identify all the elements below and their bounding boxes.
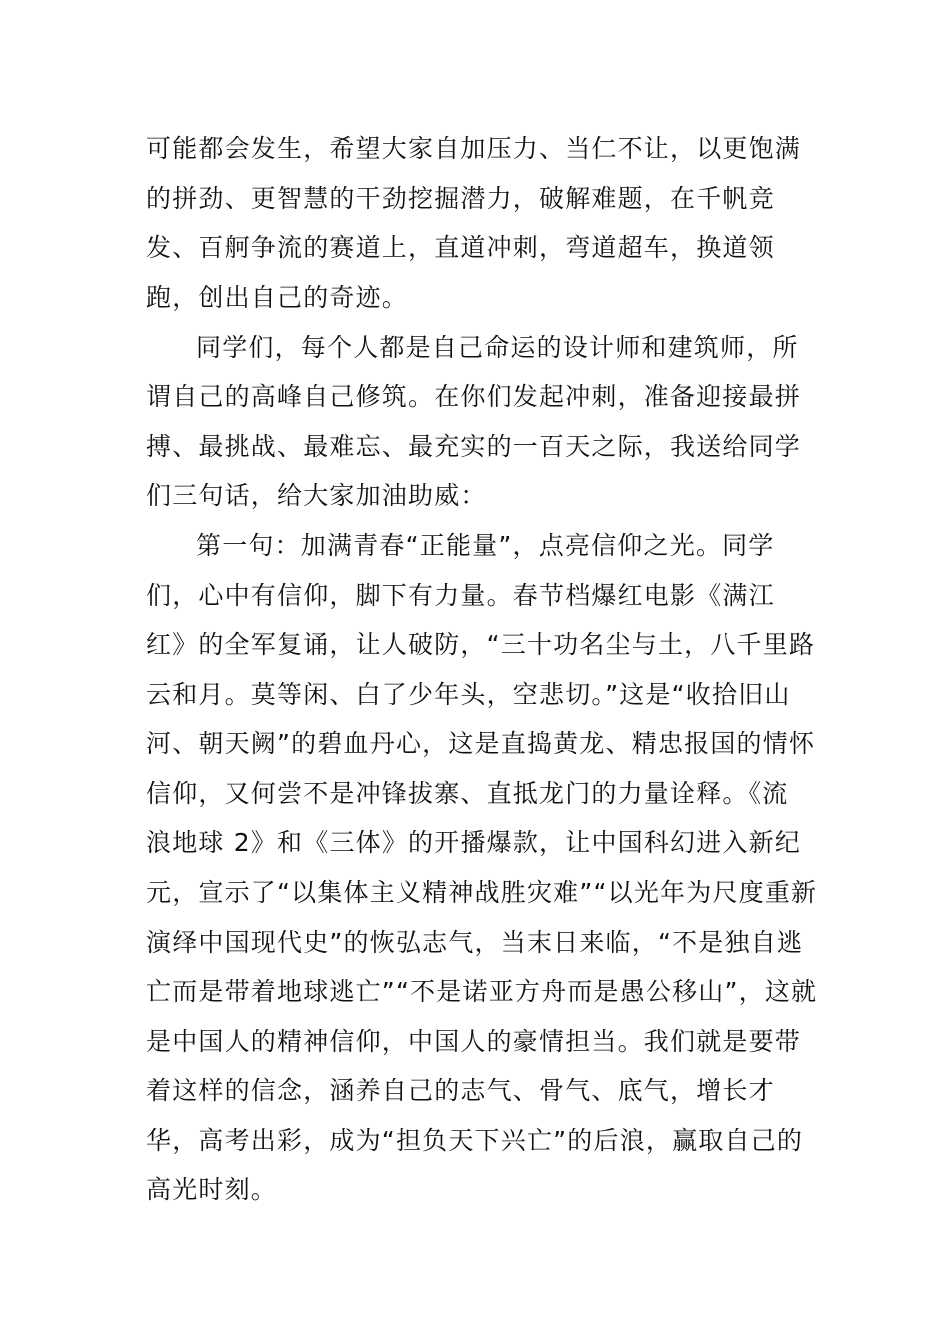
text-line-15: 浪地球 2》和《三体》的开播爆款，让中国科幻进入新纪	[146, 828, 802, 857]
text-line-2: 的拼劲、更智慧的干劲挖掘潜力，破解难题，在千帆竞	[146, 184, 775, 213]
text-line-11: 红》的全军复诵，让人破防，“三十功名尘与土，八千里路	[146, 630, 816, 659]
text-line-20: 着这样的信念，涵养自己的志气、骨气、底气，增长才	[146, 1076, 775, 1105]
text-line-10: 们，心中有信仰，脚下有力量。春节档爆红电影《满江	[146, 581, 775, 610]
text-line-19: 是中国人的精神信仰，中国人的豪情担当。我们就是要带	[146, 1027, 802, 1056]
text-line-13: 河、朝天阙”的碧血丹心，这是直捣黄龙、精忠报国的情怀	[146, 729, 816, 758]
text-line-3: 发、百舸争流的赛道上，直道冲刺，弯道超车，换道领	[146, 233, 775, 262]
text-line-1: 可能都会发生，希望大家自加压力、当仁不让，以更饱满	[146, 134, 802, 163]
text-line-6: 谓自己的高峰自己修筑。在你们发起冲刺，准备迎接最拼	[146, 382, 802, 411]
text-line-18: 亡而是带着地球逃亡”“不是诺亚方舟而是愚公移山”，这就	[146, 977, 818, 1006]
text-line-12: 云和月。莫等闲、白了少年头，空悲切。”这是“收拾旧山	[146, 680, 791, 709]
text-line-22: 高光时刻。	[146, 1175, 278, 1204]
text-line-21: 华，高考出彩，成为“担负天下兴亡”的后浪，赢取自己的	[146, 1126, 804, 1155]
text-line-17: 演绎中国现代史”的恢弘志气，当末日来临，“不是独自逃	[146, 928, 804, 957]
text-line-4: 跑，创出自己的奇迹。	[146, 283, 409, 312]
text-line-5-paragraph-start: 同学们，每个人都是自己命运的设计师和建筑师，所	[196, 333, 799, 362]
text-line-7: 搏、最挑战、最难忘、最充实的一百天之际，我送给同学	[146, 432, 802, 461]
text-line-9-paragraph-start: 第一句：加满青春“正能量”，点亮信仰之光。同学	[196, 531, 775, 560]
text-line-14: 信仰，又何尝不是冲锋拔寨、直抵龙门的力量诠释。《流	[146, 779, 789, 808]
text-line-16: 元，宣示了“以集体主义精神战胜灾难”“以光年为尺度重新	[146, 878, 818, 907]
text-line-8: 们三句话，给大家加油助威：	[146, 481, 487, 510]
